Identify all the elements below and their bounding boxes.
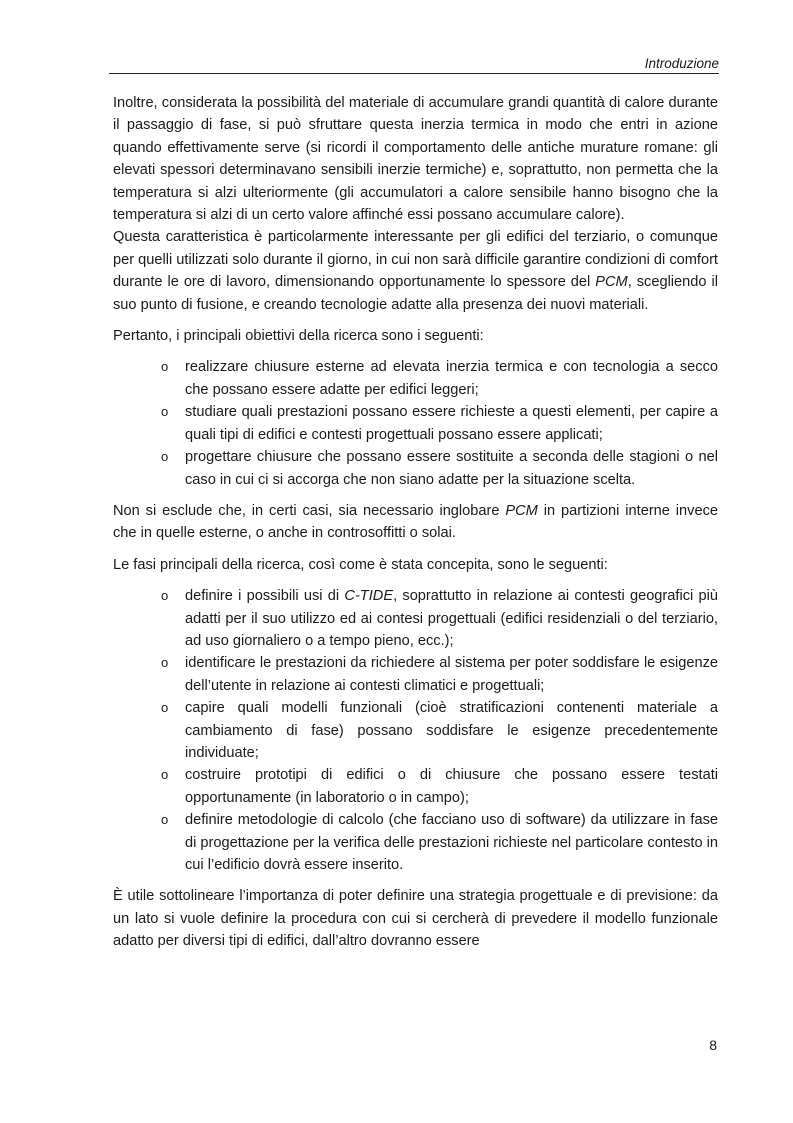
list-item-text: capire quali modelli funzionali (cioè stratificazioni contenenti materiale a cambiamento di fase) possano soddisfare le esigenze precedentemente individuate; bbox=[185, 700, 718, 761]
bullet-icon: o bbox=[161, 359, 169, 375]
term-pcm: PCM bbox=[505, 502, 538, 519]
bullet-icon: o bbox=[161, 404, 169, 420]
list-item-text: identificare le prestazioni da richiedere al sistema per poter soddisfare le esigenze dell’utente in relazione ai contesti climatici e progettuali; bbox=[185, 655, 718, 694]
paragraph-tertiary-buildings bbox=[113, 226, 718, 316]
text-run: , scegliendo il suo punto di fusione, e creando tecnologie adatte alla presenza dei nuovi materiali. bbox=[113, 274, 718, 313]
term-c-tide: C-TIDE bbox=[344, 588, 394, 605]
paragraph-phases-intro: Le fasi principali della ricerca, così come è stata concepita, sono le seguenti: bbox=[113, 556, 608, 573]
body-text bbox=[113, 92, 718, 953]
list-item bbox=[161, 652, 718, 697]
bullet-icon: o bbox=[161, 700, 169, 716]
list-item bbox=[161, 446, 718, 491]
paragraph-thermal-inertia: Inoltre, considerata la possibilità del materiale di accumulare grandi quantità di calore durante il passaggio di fase, si può sfruttare questa inerzia termica in modo che entri in azione quando effettivamente serve (si ricordi il comportamento delle antiche murature romane: gli elevati spessori determinavano sensibili inerzie termiche) e, soprattutto, non permetta che la temperatura si alzi ulteriormente (gli accumulatori a calore sensibile hanno bisogno che la temperatura si alzi di un certo valore affinché essi possano accumulare calore). bbox=[113, 95, 718, 224]
list-item bbox=[161, 697, 718, 764]
bullet-icon: o bbox=[161, 767, 169, 783]
text-run: Questa caratteristica è particolarmente interessante per gli edifici del terziario, o comunque per quelli utilizzati solo durante il giorno, in cui non sarà difficile garantire condizioni di comfort durante le ore di lavoro, dimensionando opportunamente lo spessore del bbox=[113, 229, 718, 291]
bullet-icon: o bbox=[161, 449, 169, 465]
bullet-icon: o bbox=[161, 655, 169, 671]
list-item bbox=[161, 356, 718, 401]
text-run: , soprattutto in relazione ai contesti geografici più adatti per il suo utilizzo ed ai contesi progettuali (edifici residenziali o del terziario, ad uso giornaliero o a tempo pieno, ecc.); bbox=[185, 588, 718, 649]
list-item-text: realizzare chiusure esterne ad elevata inerzia termica e con tecnologia a secco che possano essere adatte per edifici leggeri; bbox=[185, 359, 718, 398]
text-run: in partizioni interne invece che in quelle esterne, o anche in controsoffitti o solai. bbox=[113, 502, 718, 542]
list-item bbox=[161, 764, 718, 809]
list-item bbox=[161, 401, 718, 446]
bullet-icon: o bbox=[161, 812, 169, 828]
paragraph-objectives-intro: Pertanto, i principali obiettivi della ricerca sono i seguenti: bbox=[113, 328, 484, 345]
list-item bbox=[161, 585, 718, 652]
list-item-text: studiare quali prestazioni possano essere richieste a questi elementi, per capire a quali tipi di edifici e contesti progettuali possano essere applicati; bbox=[185, 404, 718, 443]
running-header bbox=[109, 55, 719, 74]
phases-list bbox=[113, 585, 718, 876]
term-pcm: PCM bbox=[595, 274, 628, 291]
list-item bbox=[161, 809, 718, 876]
paragraph-internal-partitions bbox=[113, 500, 718, 545]
text-run: Non si esclude che, in certi casi, sia necessario inglobare bbox=[113, 502, 506, 519]
paragraph-strategy: È utile sottolineare l’importanza di poter definire una strategia progettuale e di previsione: da un lato si vuole definire la procedura con cui si cercherà di prevedere il modello funzionale adatto per diversi tipi di edifici, dall’altro dovranno essere bbox=[113, 888, 718, 950]
header-section-title: Introduzione bbox=[644, 56, 719, 71]
objectives-list bbox=[113, 356, 718, 490]
bullet-icon: o bbox=[161, 588, 169, 604]
page-number: 8 bbox=[709, 1037, 717, 1053]
list-item-text: definire metodologie di calcolo (che facciano uso di software) da utilizzare in fase di progettazione per la verifica delle prestazioni richieste nel particolare contesto in cui l’edificio dovrà essere inserito. bbox=[185, 812, 718, 873]
list-item-text: costruire prototipi di edifici o di chiusure che possano essere testati opportunamente (in laboratorio o in campo); bbox=[185, 767, 718, 806]
list-item-text: progettare chiusure che possano essere sostituite a seconda delle stagioni o nel caso in cui ci si accorga che non siano adatte per la situazione scelta. bbox=[185, 449, 718, 488]
text-run: definire i possibili usi di bbox=[185, 588, 345, 605]
